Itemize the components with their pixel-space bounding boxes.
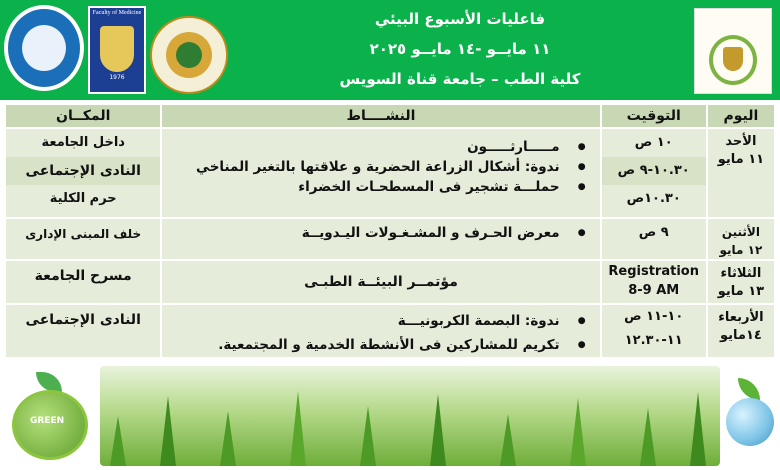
event-dates: ١١ مايــو -١٤ مايــو ٢٠٢٥ — [369, 40, 551, 58]
grass-blade — [220, 411, 236, 466]
activity-cell — [162, 261, 599, 303]
time-cell — [602, 261, 706, 303]
time-cell — [602, 305, 706, 357]
day-date: ١٢ مايو — [719, 243, 763, 257]
place-text: النادى الإجتماعى — [25, 312, 141, 328]
faculty-logo-text: Faculty of Medicine — [92, 10, 142, 16]
grass-blade — [360, 406, 376, 466]
time-cell — [602, 129, 706, 217]
place-cell — [6, 129, 160, 217]
activity-item: ● ندوة: البصمة الكربونيـــة — [162, 309, 589, 333]
time-slot: ١٠-١١ ص — [624, 309, 684, 324]
grass-blade — [290, 391, 306, 466]
green-globe-icon — [6, 372, 96, 464]
time-slot: ١١-١٢.٣٠ — [624, 333, 683, 348]
day-name: الثلاثاء — [720, 266, 762, 281]
shield-icon — [100, 26, 134, 72]
day-cell — [708, 305, 774, 357]
faculty-logo-year: 1976 — [109, 74, 125, 81]
faculty-of-medicine-logo — [88, 6, 146, 94]
day-cell — [708, 261, 774, 303]
day-cell — [708, 129, 774, 217]
table-row — [6, 261, 774, 303]
day-date: ١٤مايو — [719, 328, 762, 343]
place-text: خلف المبنى الإدارى — [25, 227, 142, 241]
event-title: فاعليات الأسبوع البيئي — [374, 10, 546, 28]
activity-cell — [162, 305, 599, 357]
table-row — [6, 129, 774, 217]
header-time: التوقيت — [602, 105, 706, 127]
grass-blade — [640, 408, 656, 466]
place-cell — [6, 219, 160, 259]
schedule-table — [4, 103, 776, 359]
table-row — [6, 219, 774, 259]
day-name: الأحد — [725, 134, 757, 149]
place-text: داخل الجامعة — [41, 135, 125, 150]
day-cell — [708, 219, 774, 259]
grass-blade — [690, 392, 706, 466]
activity-item: ● ندوة: أشكال الزراعة الحضرية و علاقتها بالتغير المناخي — [162, 157, 589, 177]
header-day: اليوم — [708, 105, 774, 127]
grass-blade — [430, 394, 446, 466]
header-activity: النشــــاط — [162, 105, 599, 127]
event-host: كلية الطب – جامعة قناة السويس — [339, 70, 581, 88]
activity-item: ● تكريم للمشاركين فى الأنشطة الخدمية و المجتمعية. — [162, 333, 589, 357]
time-slot: Registration — [608, 264, 699, 279]
time-slot: ٩ ص — [638, 225, 669, 240]
time-slot: ١٠ ص — [634, 135, 673, 150]
place-cell — [6, 305, 160, 357]
day-date: ١١ مايو — [717, 152, 765, 167]
logo-center — [22, 25, 66, 71]
day-date: ١٣ مايو — [717, 284, 765, 299]
activity-cell — [162, 219, 599, 259]
logo-core — [176, 42, 202, 68]
place-cell — [6, 261, 160, 303]
leaf-icon — [36, 372, 62, 392]
activity-item: ● معرض الحـرف و المشـغـولات اليـدويــة — [162, 223, 589, 243]
grass-blade — [500, 414, 516, 466]
activity-cell — [162, 129, 599, 217]
place-text: النادى الإجتماعى — [6, 157, 160, 185]
time-slot: 8-9 AM — [628, 283, 680, 298]
activity-item: ● حملـــة تشجير فى المسطحـات الخضراء — [162, 177, 589, 197]
day-name: الأربعاء — [718, 310, 764, 325]
globe-label: GREEN — [30, 416, 65, 426]
grass-blade — [570, 398, 586, 466]
activity-item: مؤتمــر البيئــة الطبـى — [304, 274, 458, 290]
day-name: الأثنين — [721, 225, 760, 239]
place-text: حرم الكلية — [49, 191, 117, 206]
globe-shape — [726, 398, 774, 446]
wreath-icon — [709, 35, 757, 85]
activity-item: ● مـــــارثـــــون — [162, 137, 589, 157]
header-banner — [0, 0, 780, 100]
grass-banner — [100, 366, 720, 466]
time-slot: ١٠.٣٠-٩ ص — [602, 157, 706, 185]
quality-unit-logo — [150, 16, 228, 94]
header-place: المكــان — [6, 105, 160, 127]
place-text: مسرح الجامعة — [34, 268, 132, 284]
grass-blade — [110, 416, 126, 466]
community-service-logo — [694, 8, 772, 94]
leaf-icon — [738, 378, 760, 400]
table-row — [6, 305, 774, 357]
time-slot: ١٠.٣٠ص — [626, 191, 681, 206]
grass-blade — [160, 396, 176, 466]
suez-canal-university-logo — [4, 5, 84, 91]
table-header-row — [6, 105, 774, 127]
time-cell — [602, 219, 706, 259]
earth-sprout-icon — [722, 372, 778, 464]
